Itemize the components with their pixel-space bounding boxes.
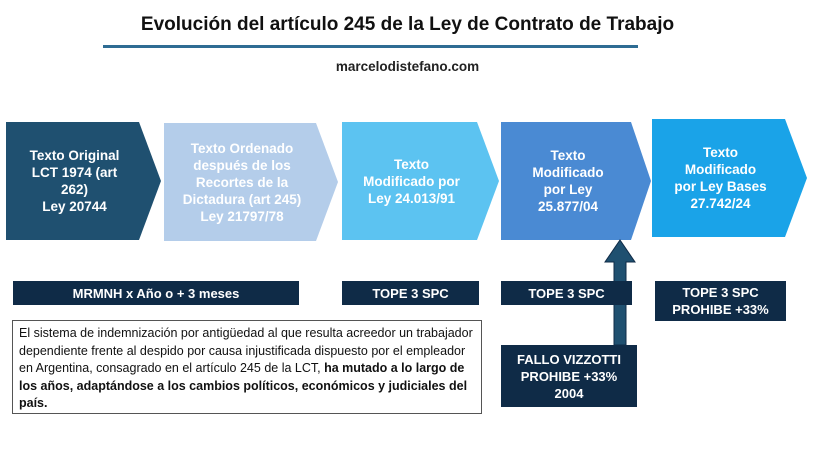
stage-label: Texto Modificado por Ley 25.877/04: [532, 148, 604, 214]
note-text: El sistema de indemnización por antigüedad al que resulta acreedor un trabajador dependiente frente al despido por causa injustificada dispuesto por el empleador en Argentina, consagrado en el artículo 245 de la LCT,: [19, 326, 473, 375]
note-emphasis: ha mutado a lo largo de los años, adaptándose a los cambios políticos, económicos y judiciales del país.: [19, 361, 468, 410]
summary-bar: TOPE 3 SPC: [342, 281, 479, 305]
ruling-box: FALLO VIZZOTTI PROHIBE +33% 2004: [501, 345, 637, 407]
stage-label: Texto Ordenado después de los Recortes de la Dictadura (art 245) Ley 21797/78: [182, 140, 302, 224]
stage-label: Texto Modificado por Ley Bases 27.742/24: [674, 145, 767, 211]
summary-bar: MRMNH x Año o + 3 meses: [13, 281, 299, 305]
page-title: Evolución del artículo 245 de la Ley de Contrato de Trabajo: [140, 14, 675, 35]
note-box: [12, 320, 482, 414]
stage-label: Texto Modificado por Ley 24.013/91: [363, 156, 460, 206]
summary-bar: TOPE 3 SPC: [501, 281, 632, 305]
site-url: marcelodistefano.com: [335, 59, 480, 74]
summary-bar: TOPE 3 SPC PROHIBE +33%: [655, 281, 786, 321]
stage-label: Texto Original LCT 1974 (art 262) Ley 20744: [29, 148, 120, 214]
